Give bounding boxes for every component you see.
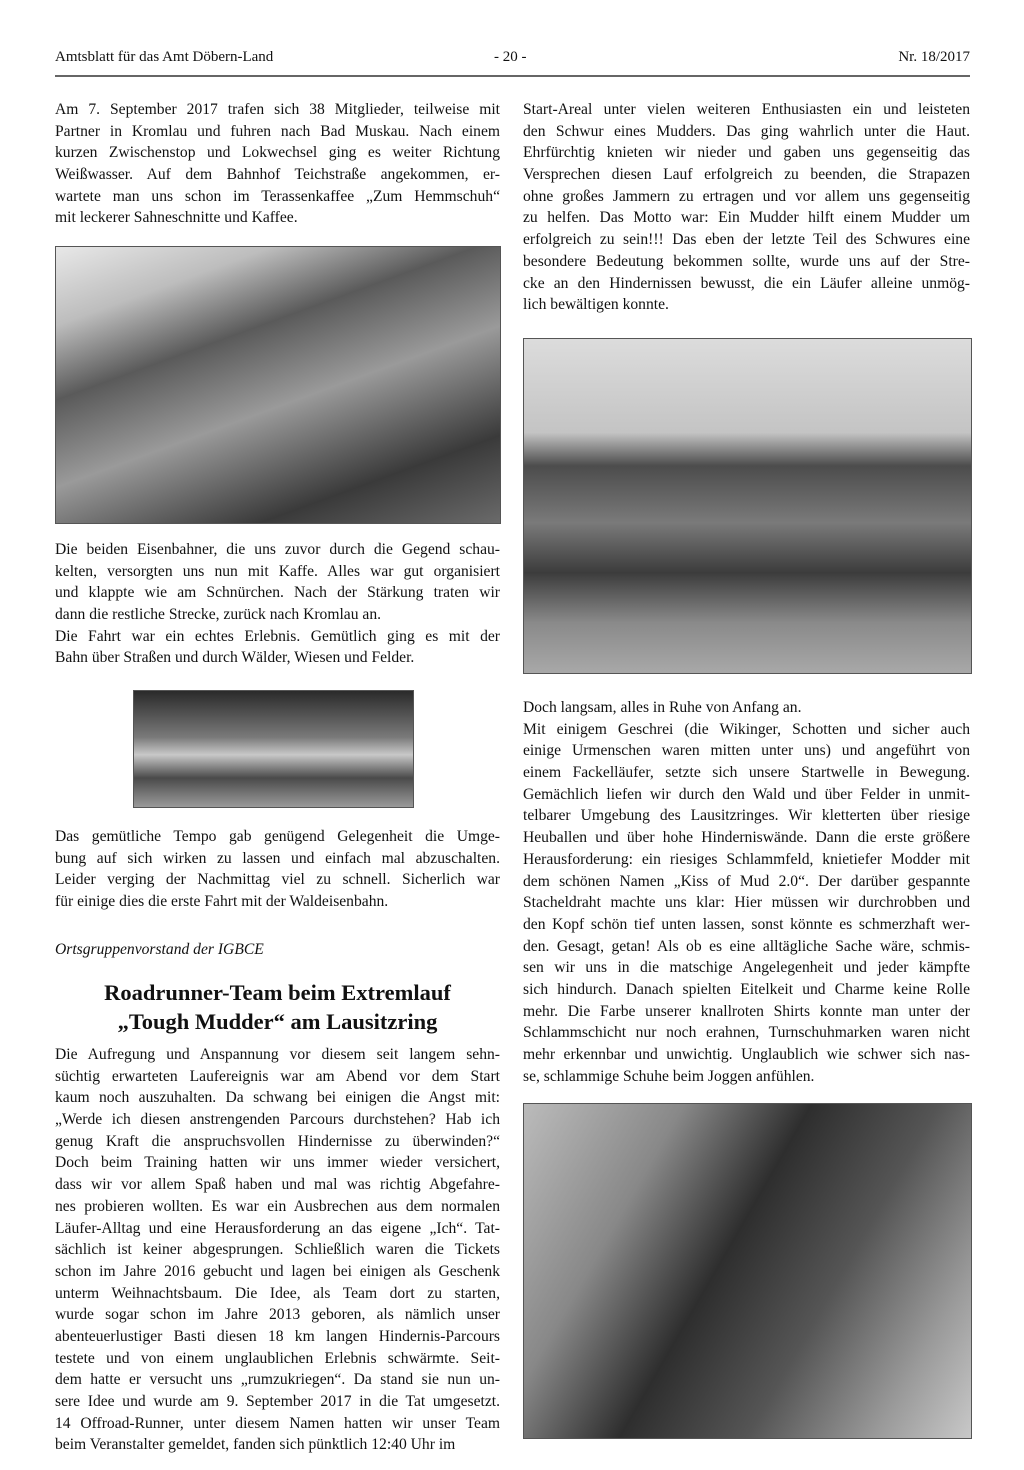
text-block xyxy=(55,826,500,913)
text-line: kelten, versorgten uns nun mit Kaffe. Alles war gut organisiert xyxy=(55,562,500,580)
text-line: den. Gesagt, getan! Als ob es eine alltägliche Sache wäre, schmis- xyxy=(523,937,970,955)
text-block xyxy=(523,99,970,316)
text-line: Die beiden Eisenbahner, die uns zuvor durch die Gegend schau- xyxy=(55,541,500,558)
text-line: Das gemütliche Tempo gab genügend Gelegenheit die Umge- xyxy=(55,828,500,845)
text-line: lich bewältigen konnte. xyxy=(523,296,669,314)
page-number: - 20 - xyxy=(494,49,527,65)
text-line: zu helfen. Das Motto war: Ein Mudder hilft einem Mudder um xyxy=(523,209,970,227)
text-line: sächlich ist keiner abgesprungen. Schließlich waren die Tickets xyxy=(55,1241,500,1259)
text-line: den Schwur eines Mudders. Das ging wahrlich unter die Haut. xyxy=(523,122,970,140)
headline-line-2: „Tough Mudder“ am Lausitzring xyxy=(117,1009,438,1034)
text-line: ohne großes Jammern zu ertragen und vor allem uns gegenseitig xyxy=(523,187,970,205)
headline-line-1: Roadrunner-Team beim Extremlauf xyxy=(104,980,451,1005)
publication-title: Amtsblatt für das Amt Döbern-Land xyxy=(55,49,274,65)
text-line: Bahn über Straßen und durch Wälder, Wiesen und Felder. xyxy=(55,649,415,667)
text-line: unterm Weihnachtsbaum. Die Idee, als Team dort zu starten, xyxy=(55,1284,500,1302)
text-line: Mit einigem Geschrei (die Wikinger, Schotten und sicher auch xyxy=(523,720,970,738)
text-line: süchtig erwarteten Laufereignis war am Abend vor dem Start xyxy=(55,1067,500,1085)
header-rule xyxy=(55,75,970,77)
text-line: Schlammschicht nur noch erahnen, Turnschuhmarken waren nicht xyxy=(523,1024,970,1042)
text-line: Leider verging der Nachmittag viel zu schnell. Sicherlich war xyxy=(55,871,500,889)
photo-cafe-terrace xyxy=(55,246,501,524)
text-line: Ehrfürchtig knieten wir nieder und gaben uns gegenseitig das xyxy=(523,144,970,162)
text-line: Heuballen und über hohe Hinderniswände. Dann die erste größere xyxy=(523,829,970,847)
text-line: nes probieren wollten. Es war ein Ausbrechen aus dem normalen xyxy=(55,1197,500,1215)
text-line: Versprechen diesen Lauf erfolgreich zu beenden, die Strapazen xyxy=(523,166,970,184)
text-line: abenteuerlustiger Basti diesen 18 km langen Hindernis-Parcours xyxy=(55,1327,500,1345)
text-line: schon im Jahre 2016 gebucht und lagen bei einigen als Geschenk xyxy=(55,1262,500,1280)
text-line: Weißwasser. Auf dem Bahnhof Teichstraße angekommen, er- xyxy=(55,166,500,184)
text-line: 14 Offroad-Runner, unter diesem Namen hatten wir unser Team xyxy=(55,1414,500,1432)
text-line: Doch beim Training hatten wir uns immer wieder versichert, xyxy=(55,1154,500,1172)
text-line: mehr erkennbar und unwichtig. Unglaublich wie schwer sich nas- xyxy=(523,1046,970,1063)
author-signature: Ortsgruppenvorstand der IGBCE xyxy=(55,941,264,958)
article-text xyxy=(55,1044,500,1456)
text-line: wartete man uns schon im Terassenkaffee „Zum Hemmschuh“ xyxy=(55,187,500,205)
text-line: Start-Areal unter vielen weiteren Enthusiasten ein und leisteten xyxy=(523,101,970,118)
text-line: einem Fackelläufer, setzte sich unsere Startwelle in Bewegung. xyxy=(523,764,970,782)
text-block xyxy=(523,697,970,1087)
text-line: Läufer-Alltag und eine Herausforderung an das eigene „Ich“. Tat- xyxy=(55,1219,500,1237)
text-line: se, schlammige Schuhe beim Joggen anfühlen. xyxy=(523,1067,815,1085)
text-line: sich hindurch. Danach spielten Eitelkeit und Charme keine Rolle xyxy=(523,980,970,998)
text-line: und klappte wie am Schnürchen. Nach der Stärkung traten wir xyxy=(55,584,500,602)
text-line: telbarer Umgebung des Lausitzringes. Wir kletterten über riesige xyxy=(523,807,970,825)
text-line: kaum noch auszuhalten. Da schwang bei einigen die Angst mit: xyxy=(55,1089,500,1107)
text-line: Gemächlich liefen wir durch den Wald und über Felder in unmit- xyxy=(523,785,970,803)
text-line: besondere Bedeutung bekommen sollte, wurde uns auf der Stre- xyxy=(523,252,970,270)
text-line: testete und von einem unglaublichen Erlebnis schwärmte. Seit- xyxy=(55,1349,500,1367)
photo-mud-team xyxy=(523,338,972,674)
text-line: Die Aufregung und Anspannung vor diesem seit langem sehn- xyxy=(55,1046,500,1063)
text-line: cke an den Hindernissen bewusst, die ein Läufer alleine unmög- xyxy=(523,274,970,292)
text-line: Partner in Kromlau und fuhren nach Bad Muskau. Nach einem xyxy=(55,122,500,140)
text-line: dem schönen Namen „Kiss of Mud 2.0“. Der darüber gespannte xyxy=(523,872,970,890)
text-line: dem hatte er versucht uns „rumzukriegen“. Da stand sie nun un- xyxy=(55,1371,500,1389)
text-line: dann die restliche Strecke, zurück nach Kromlau an. xyxy=(55,606,382,624)
text-line: beim Veranstalter gemeldet, fanden sich pünktlich 12:40 Uhr im xyxy=(55,1436,456,1454)
text-line: sen wir uns in die matschige Angelegenheit und jeder kämpfte xyxy=(523,959,970,977)
text-line: Am 7. September 2017 trafen sich 38 Mitglieder, teilweise mit xyxy=(55,101,500,118)
photo-mud-runners xyxy=(523,1103,972,1439)
text-line: Stacheldraht machte uns klar: Hier müssen wir durchrobben und xyxy=(523,894,970,912)
text-block xyxy=(55,99,500,229)
text-line: mehr. Die Farbe unserer knallroten Shirts konnte man unter der xyxy=(523,1002,970,1020)
text-line: wurde sogar schon im Jahre 2013 geboren, als nämlich unser xyxy=(55,1306,500,1324)
text-line: genug Kraft die anspruchsvollen Hindernisse zu überwinden?“ xyxy=(55,1132,500,1150)
text-block xyxy=(55,539,500,669)
issue-number: Nr. 18/2017 xyxy=(898,49,970,65)
text-line: den Kopf schön tief unten lassen, sonst könnte es schmerzhaft wer- xyxy=(523,915,970,933)
text-line: Die Fahrt war ein echtes Erlebnis. Gemütlich ging es mit der xyxy=(55,627,500,645)
text-line: erfolgreich zu sein!!! Das eben der letzte Teil des Schwures eine xyxy=(523,231,970,249)
text-line: kurzen Zwischenstop und Lokwechsel ging es weiter Richtung xyxy=(55,144,500,162)
text-line: sere Idee und wurde am 9. September 2017 in die Tat umgesetzt. xyxy=(55,1393,500,1410)
text-line: Herausforderung: ein riesiges Schlammfeld, knietiefer Modder mit xyxy=(523,850,970,868)
text-line: mit leckerer Sahneschnitte und Kaffee. xyxy=(55,209,298,227)
text-line: dass wir vor allem Spaß haben und mal was richtig Abgefahre- xyxy=(55,1176,500,1194)
text-line: „Werde ich diesen anstrengenden Parcours durchstehen? Hab ich xyxy=(55,1111,500,1129)
text-line: einige Urmenschen waren mitten unter uns) und angeführt von xyxy=(523,742,970,760)
text-line: Doch langsam, alles in Ruhe von Anfang an. xyxy=(523,699,802,716)
photo-forest-railway xyxy=(133,690,414,808)
text-line: für einige dies die erste Fahrt mit der Waldeisenbahn. xyxy=(55,893,389,911)
text-line: bung auf sich wirken zu lassen und einfach mal abzuschalten. xyxy=(55,849,500,867)
